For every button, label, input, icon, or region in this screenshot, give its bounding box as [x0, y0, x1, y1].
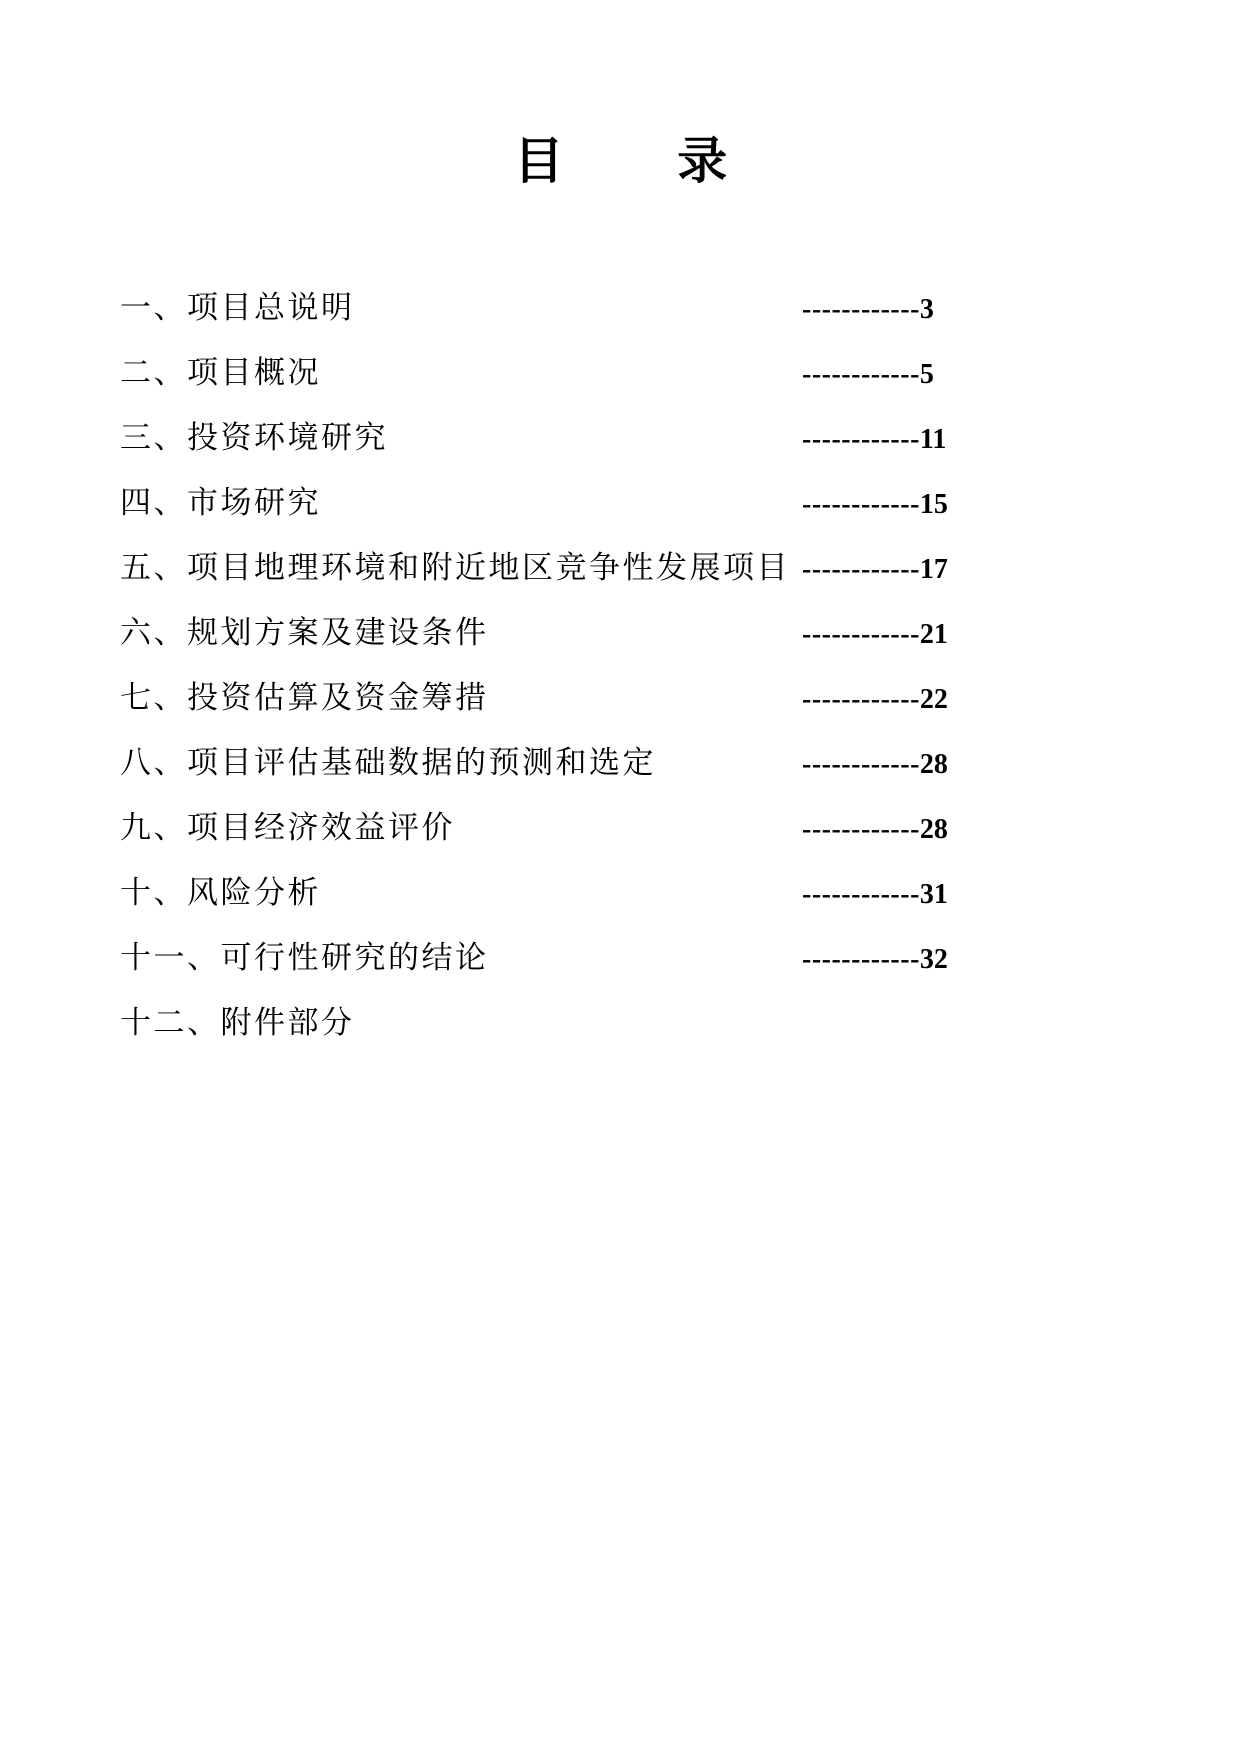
toc-entry-page: 32 [919, 944, 948, 975]
toc-entry-label: 八、项目评估基础数据的预测和选定 [120, 745, 656, 781]
toc-entry-11[interactable] [120, 938, 1000, 1003]
toc-entry-page: 15 [919, 489, 948, 520]
toc-entry-label: 二、项目概况 [120, 355, 321, 391]
toc-entry-2[interactable] [120, 353, 1000, 418]
toc-entry-page: 3 [919, 294, 934, 325]
table-of-contents [120, 288, 1000, 1068]
toc-entry-leader: ------------ [802, 684, 920, 715]
toc-entry-label: 九、项目经济效益评价 [120, 810, 455, 846]
toc-entry-page: 28 [919, 749, 948, 780]
toc-entry-page: 17 [919, 554, 948, 585]
toc-entry-label: 十二、附件部分 [120, 1005, 355, 1041]
toc-entry-label: 七、投资估算及资金筹措 [120, 680, 489, 716]
toc-entry-leader: ------------ [802, 554, 920, 585]
toc-entry-page: 28 [919, 814, 948, 845]
toc-entry-1[interactable] [120, 288, 1000, 353]
toc-entry-label: 十、风险分析 [120, 875, 321, 911]
toc-entry-leader: ------------ [802, 879, 920, 910]
toc-entry-label: 十一、可行性研究的结论 [120, 940, 489, 976]
toc-entry-page: 11 [919, 424, 947, 455]
toc-entry-8[interactable] [120, 743, 1000, 808]
toc-entry-label: 五、项目地理环境和附近地区竞争性发展项目 [120, 550, 790, 586]
toc-entry-12[interactable] [120, 1003, 1000, 1068]
toc-entry-6[interactable] [120, 613, 1000, 678]
toc-entry-leader: ------------ [802, 944, 920, 975]
toc-entry-label: 一、项目总说明 [120, 290, 355, 326]
toc-entry-leader: ------------ [802, 489, 920, 520]
toc-entry-leader: ------------ [802, 749, 920, 780]
toc-entry-10[interactable] [120, 873, 1000, 938]
toc-entry-leader: ------------ [802, 424, 920, 455]
toc-entry-label: 四、市场研究 [120, 485, 321, 521]
toc-entry-label: 六、规划方案及建设条件 [120, 615, 489, 651]
toc-entry-4[interactable] [120, 483, 1000, 548]
page-title: 目 录 [513, 132, 776, 190]
toc-entry-label: 三、投资环境研究 [120, 420, 388, 456]
toc-entry-page: 21 [919, 619, 948, 650]
toc-entry-3[interactable] [120, 418, 1000, 483]
toc-entry-leader: ------------ [802, 619, 920, 650]
toc-entry-page: 5 [919, 359, 934, 390]
toc-entry-page: 22 [919, 684, 948, 715]
toc-entry-leader: ------------ [802, 814, 920, 845]
toc-entry-leader: ------------ [802, 359, 920, 390]
toc-entry-7[interactable] [120, 678, 1000, 743]
toc-entry-page: 31 [919, 879, 948, 910]
toc-entry-leader: ------------ [802, 294, 920, 325]
toc-entry-5[interactable] [120, 548, 1000, 613]
toc-entry-9[interactable] [120, 808, 1000, 873]
